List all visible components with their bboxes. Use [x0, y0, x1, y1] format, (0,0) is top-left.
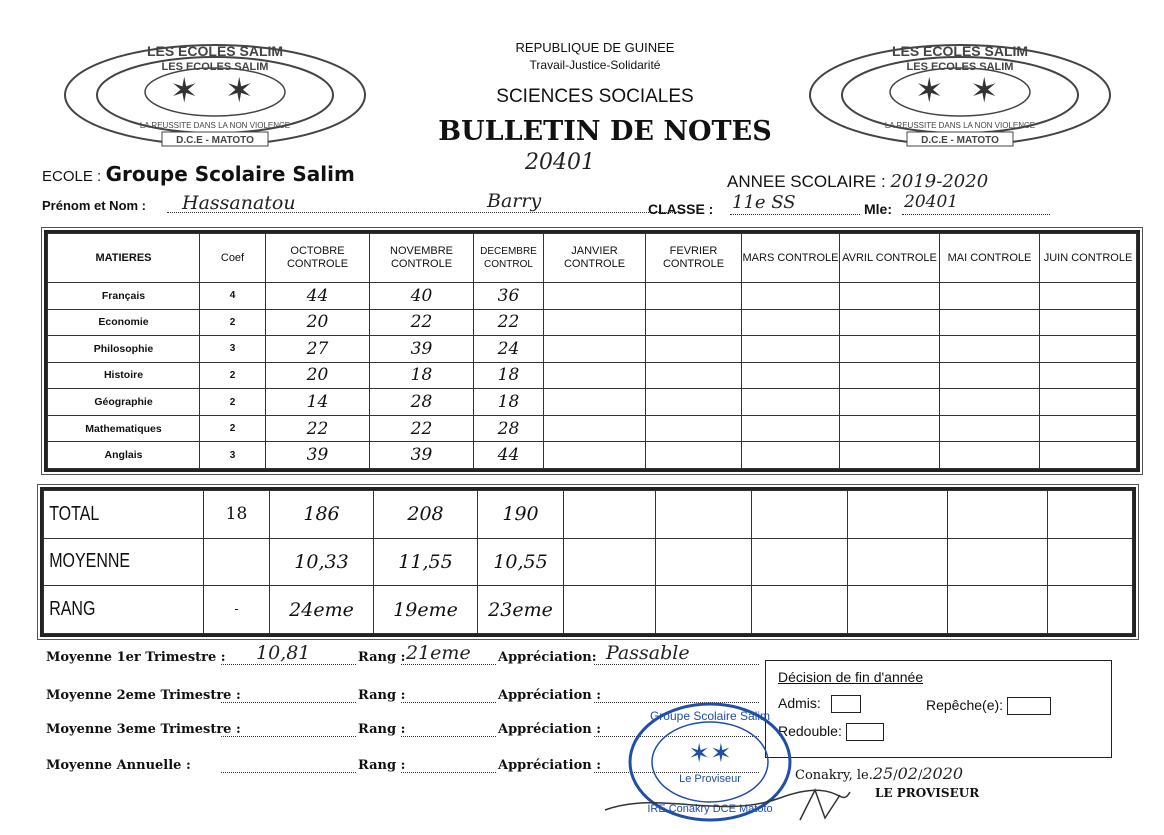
- dot-leader: [221, 736, 356, 737]
- oct-grade-cell: 22: [266, 415, 370, 442]
- nov-grade-cell: 39: [370, 336, 474, 363]
- coef-cell: 4: [200, 283, 266, 310]
- empty-grade-cell: [544, 415, 646, 442]
- admis-checkbox[interactable]: [831, 695, 861, 713]
- stamp-top: Groupe Scolaire Salim: [649, 709, 771, 723]
- dot-leader: [401, 736, 496, 737]
- annee-label: ANNEE SCOLAIRE :: [727, 172, 886, 191]
- total-label: TOTAL: [44, 491, 172, 539]
- total-row: [44, 491, 1133, 539]
- name-label: Prénom et Nom :: [42, 198, 147, 213]
- oct-grade-cell: 39: [266, 442, 370, 469]
- moyenne-nov: 11,55: [374, 538, 478, 586]
- dec-grade-cell: 18: [474, 362, 544, 389]
- trimester-rang-label: Rang :: [358, 688, 406, 703]
- nov-grade-cell: 39: [370, 442, 474, 469]
- empty-grade-cell: [544, 336, 646, 363]
- dot-leader: [221, 772, 356, 773]
- svg-text:✶: ✶: [225, 72, 254, 110]
- seal-left-outer-text: LES ECOLES SALIM: [146, 43, 284, 59]
- table-row: [48, 283, 1137, 310]
- class-dotline: [730, 214, 860, 215]
- coef-cell: 3: [200, 442, 266, 469]
- school-label: ECOLE :: [42, 168, 102, 185]
- grades-header-row: [48, 234, 1137, 283]
- trimester-label: Moyenne 2eme Trimestre :: [46, 688, 241, 703]
- oct-grade-cell: 14: [266, 389, 370, 416]
- nov-grade-cell: 40: [370, 283, 474, 310]
- header-cell: DECEMBRE CONTROL: [474, 234, 544, 283]
- oct-grade-cell: 44: [266, 283, 370, 310]
- trimester-rang: 21eme: [406, 642, 471, 664]
- empty-grade-cell: [940, 362, 1040, 389]
- dot-leader: [401, 772, 496, 773]
- dec-grade-cell: 44: [474, 442, 544, 469]
- subject-cell: Histoire: [48, 362, 200, 389]
- empty-grade-cell: [940, 389, 1040, 416]
- rang-coef: -: [204, 586, 270, 634]
- svg-text:✶: ✶: [970, 72, 999, 110]
- seal-left-ribbon: D.C.E - MATOTO: [176, 135, 254, 146]
- empty-grade-cell: [840, 309, 940, 336]
- subject-cell: Anglais: [48, 442, 200, 469]
- empty-grade-cell: [742, 309, 840, 336]
- empty-grade-cell: [940, 336, 1040, 363]
- trimester-moyenne: 10,81: [256, 642, 311, 664]
- empty-grade-cell: [544, 362, 646, 389]
- redouble-label: Redouble:: [778, 723, 842, 739]
- stamp-middle: Le Proviseur: [679, 773, 741, 785]
- student-last-name: Barry: [487, 190, 542, 212]
- empty-grade-cell: [1040, 362, 1137, 389]
- header-cell: MATIERES: [48, 234, 200, 283]
- mle-value: 20401: [904, 192, 959, 212]
- empty-grade-cell: [840, 336, 940, 363]
- trimester-label: Moyenne Annuelle :: [46, 758, 191, 773]
- table-row: [48, 336, 1137, 363]
- empty-grade-cell: [646, 283, 742, 310]
- total-coef: 18: [204, 491, 270, 539]
- annee-row: [727, 171, 988, 192]
- header-cell: MARS CONTROLE: [742, 234, 840, 283]
- header-cell: NOVEMBRE CONTROLE: [370, 234, 474, 283]
- seal-right-inner-text: LES ECOLES SALIM: [906, 61, 1014, 73]
- trimester-appr-label: Appréciation:: [498, 650, 597, 665]
- section-heading: SCIENCES SOCIALES: [496, 86, 694, 107]
- oct-grade-cell: 27: [266, 336, 370, 363]
- date-month: 02: [897, 764, 918, 783]
- seal-right-outer-text: LES ECOLES SALIM: [891, 43, 1029, 59]
- table-row: [48, 442, 1137, 469]
- rang-label: RANG: [44, 586, 172, 634]
- moyenne-label: MOYENNE: [44, 538, 172, 586]
- dot-leader: [221, 702, 356, 703]
- trimester-appr-label: Appréciation :: [498, 722, 602, 737]
- school-row: [42, 162, 355, 186]
- total-nov: 208: [374, 491, 478, 539]
- header-cell: Coef: [200, 234, 266, 283]
- mle-dotline: [902, 214, 1050, 215]
- empty-grade-cell: [840, 415, 940, 442]
- subject-cell: Mathematiques: [48, 415, 200, 442]
- nov-grade-cell: 18: [370, 362, 474, 389]
- dec-grade-cell: 22: [474, 309, 544, 336]
- redouble-checkbox[interactable]: [846, 723, 884, 741]
- coef-cell: 2: [200, 389, 266, 416]
- rang-oct: 24eme: [270, 586, 374, 634]
- school-seal-left: [50, 40, 380, 150]
- empty-grade-cell: [940, 415, 1040, 442]
- empty-grade-cell: [840, 442, 940, 469]
- oct-grade-cell: 20: [266, 309, 370, 336]
- trimester-rang-label: Rang :: [358, 758, 406, 773]
- date-line: Conakry, le.25/02/2020: [795, 764, 964, 783]
- class-label: CLASSE :: [648, 201, 714, 217]
- nov-grade-cell: 22: [370, 415, 474, 442]
- nov-grade-cell: 28: [370, 389, 474, 416]
- coef-cell: 2: [200, 415, 266, 442]
- school-seal-right: [795, 40, 1125, 150]
- empty-grade-cell: [742, 442, 840, 469]
- dot-leader: [401, 664, 496, 665]
- mle-label: Mle:: [864, 201, 892, 217]
- empty-grade-cell: [742, 362, 840, 389]
- empty-grade-cell: [940, 442, 1040, 469]
- table-row: [48, 309, 1137, 336]
- trimester-appr-label: Appréciation :: [498, 688, 602, 703]
- empty-grade-cell: [544, 283, 646, 310]
- repeche-checkbox[interactable]: [1007, 697, 1051, 715]
- seal-right-ribbon: D.C.E - MATOTO: [921, 135, 999, 146]
- nov-grade-cell: 22: [370, 309, 474, 336]
- oct-grade-cell: 20: [266, 362, 370, 389]
- header-cell: OCTOBRE CONTROLE: [266, 234, 370, 283]
- empty-grade-cell: [1040, 442, 1137, 469]
- page-title: BULLETIN DE NOTES: [438, 116, 772, 147]
- republic-heading: REPUBLIQUE DE GUINEE: [515, 40, 675, 55]
- empty-grade-cell: [646, 415, 742, 442]
- dot-leader: [594, 664, 759, 665]
- header-cell: JUIN CONTROLE: [1040, 234, 1137, 283]
- table-row: [48, 415, 1137, 442]
- school-name: Groupe Scolaire Salim: [105, 162, 355, 186]
- rang-row: [44, 586, 1133, 634]
- header-cell: JANVIER CONTROLE: [544, 234, 646, 283]
- dec-grade-cell: 28: [474, 415, 544, 442]
- empty-grade-cell: [544, 389, 646, 416]
- stamp-bottom: IRE Conakry DCE Matoto: [647, 803, 773, 815]
- empty-grade-cell: [940, 309, 1040, 336]
- empty-grade-cell: [742, 336, 840, 363]
- moyenne-oct: 10,33: [270, 538, 374, 586]
- dot-leader: [221, 664, 356, 665]
- subject-cell: Economie: [48, 309, 200, 336]
- empty-grade-cell: [1040, 309, 1137, 336]
- seal-left-inner-text: LES ECOLES SALIM: [161, 61, 269, 73]
- dec-grade-cell: 24: [474, 336, 544, 363]
- empty-grade-cell: [742, 283, 840, 310]
- decision-box: [765, 660, 1112, 758]
- moyenne-dec: 10,55: [478, 538, 564, 586]
- empty-grade-cell: [646, 336, 742, 363]
- header-cell: AVRIL CONTROLE: [840, 234, 940, 283]
- handwritten-id: 20401: [525, 150, 595, 175]
- subject-cell: Géographie: [48, 389, 200, 416]
- repeche-label: Repêche(e):: [926, 697, 1004, 713]
- empty-grade-cell: [544, 309, 646, 336]
- admis-label: Admis:: [778, 695, 821, 711]
- svg-text:✶✶: ✶✶: [688, 738, 732, 768]
- rang-nov: 19eme: [374, 586, 478, 634]
- annee-value: 2019-2020: [890, 171, 989, 192]
- empty-grade-cell: [840, 362, 940, 389]
- total-oct: 186: [270, 491, 374, 539]
- table-row: [48, 389, 1137, 416]
- date-year: 2020: [922, 764, 964, 783]
- seal-right-banner: LA REUSSITE DANS LA NON VIOLENCE: [884, 121, 1036, 130]
- seal-left-banner: LA REUSSITE DANS LA NON VIOLENCE: [139, 121, 291, 130]
- empty-grade-cell: [1040, 283, 1137, 310]
- signature: [600, 780, 860, 830]
- header-cell: FEVRIER CONTROLE: [646, 234, 742, 283]
- trimester-rang-label: Rang :: [358, 722, 406, 737]
- empty-grade-cell: [840, 283, 940, 310]
- table-row: [48, 362, 1137, 389]
- empty-grade-cell: [646, 389, 742, 416]
- empty-grade-cell: [742, 415, 840, 442]
- trimester-label: Moyenne 1er Trimestre :: [46, 650, 226, 665]
- dec-grade-cell: 36: [474, 283, 544, 310]
- student-first-name: Hassanatou: [182, 192, 296, 214]
- trimester-row: [46, 642, 766, 672]
- place-date-prefix: Conakry, le.: [795, 768, 873, 783]
- subject-cell: Philosophie: [48, 336, 200, 363]
- empty-grade-cell: [1040, 389, 1137, 416]
- empty-grade-cell: [646, 309, 742, 336]
- empty-grade-cell: [646, 442, 742, 469]
- coef-cell: 2: [200, 362, 266, 389]
- empty-grade-cell: [742, 389, 840, 416]
- trimester-appr: Passable: [606, 642, 690, 664]
- coef-cell: 2: [200, 309, 266, 336]
- summary-table: [40, 487, 1136, 637]
- svg-text:✶: ✶: [170, 72, 199, 110]
- student-row: [42, 190, 1052, 220]
- signatory: LE PROVISEUR: [875, 786, 980, 800]
- trimester-label: Moyenne 3eme Trimestre :: [46, 722, 241, 737]
- dec-grade-cell: 18: [474, 389, 544, 416]
- empty-grade-cell: [646, 362, 742, 389]
- trimester-rang-label: Rang :: [358, 650, 406, 665]
- class-value: 11e SS: [732, 192, 796, 213]
- decision-title: Décision de fin d'année: [778, 669, 924, 685]
- grades-table: [44, 230, 1140, 472]
- coef-cell: 3: [200, 336, 266, 363]
- subject-cell: Français: [48, 283, 200, 310]
- motto: Travail-Justice-Solidarité: [529, 58, 661, 72]
- dot-leader: [401, 702, 496, 703]
- empty-grade-cell: [940, 283, 1040, 310]
- header-cell: MAI CONTROLE: [940, 234, 1040, 283]
- empty-grade-cell: [1040, 415, 1137, 442]
- empty-grade-cell: [840, 389, 940, 416]
- trimester-appr-label: Appréciation :: [498, 758, 602, 773]
- svg-text:✶: ✶: [915, 72, 944, 110]
- total-dec: 190: [478, 491, 564, 539]
- empty-grade-cell: [1040, 336, 1137, 363]
- empty-grade-cell: [544, 442, 646, 469]
- moyenne-row: [44, 538, 1133, 586]
- date-day: 25: [872, 764, 894, 783]
- rang-dec: 23eme: [478, 586, 564, 634]
